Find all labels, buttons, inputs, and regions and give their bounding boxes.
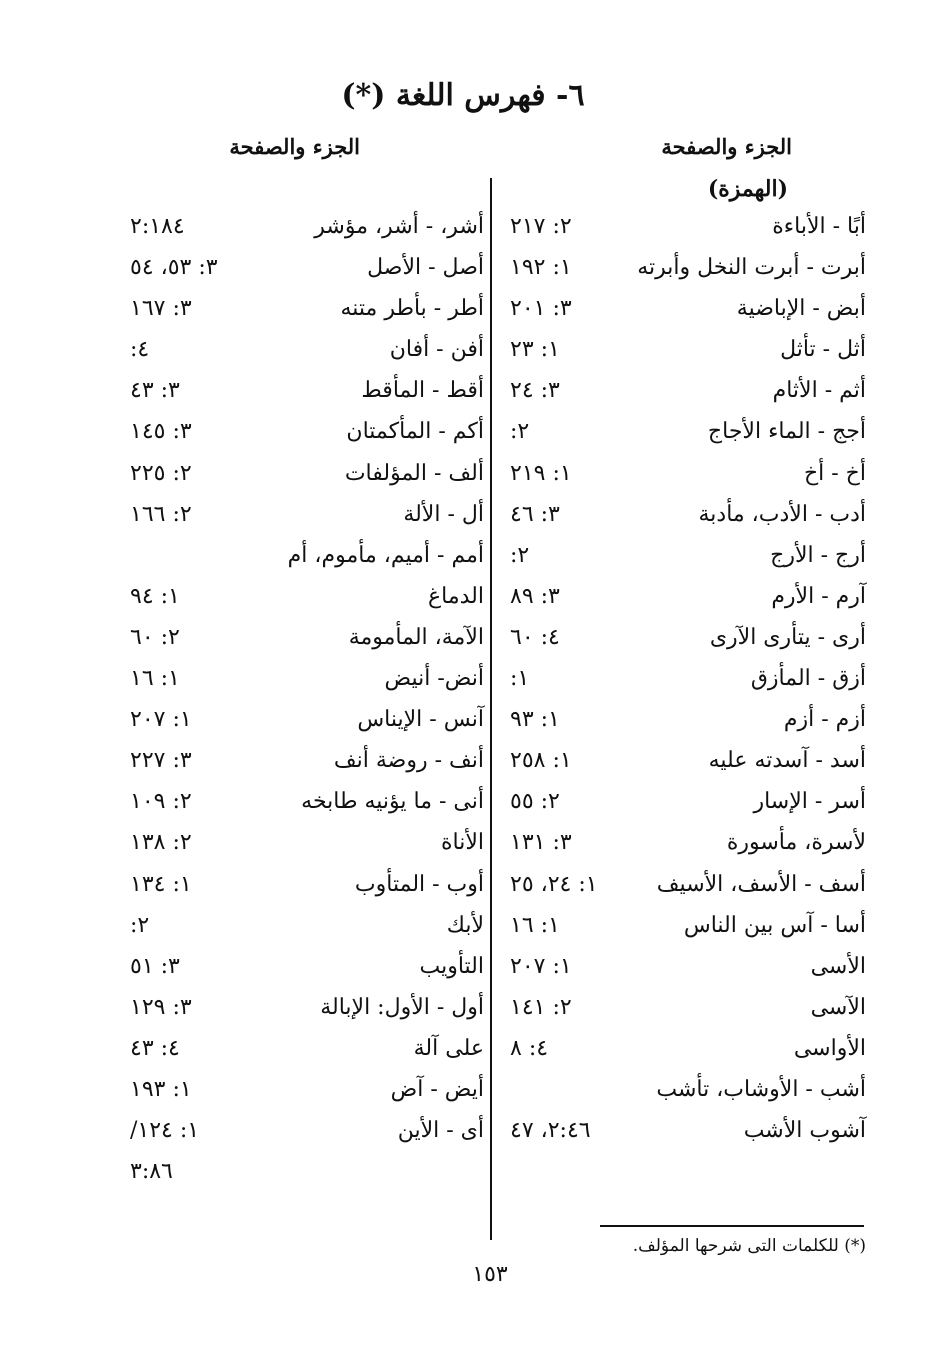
entry-word: أزم - أزم — [783, 707, 866, 733]
entry-reference: ١: ١٣٤ — [130, 871, 192, 897]
entry-word: أمم - أميم، مأموم، أم — [287, 542, 484, 568]
entry-reference: ١: ٢٥٨ — [510, 748, 572, 774]
entry-reference: ٤: ٤٣ — [130, 1035, 180, 1061]
index-entry — [100, 584, 490, 625]
right-column-header: الجزء والصفحة — [661, 134, 792, 159]
entry-reference: ٢: ٥٥ — [510, 789, 560, 815]
index-entry — [500, 419, 870, 460]
entry-reference: ١: ١٩٢ — [510, 255, 572, 281]
entry-reference: ٣: ١٤٥ — [130, 419, 192, 445]
index-entry — [500, 1118, 870, 1159]
section-label: (الهمزة) — [707, 176, 788, 202]
entry-word: آرم - الأرم — [771, 583, 866, 609]
entry-reference: ١: ١٦ — [130, 666, 180, 692]
index-entry — [500, 707, 870, 748]
entry-word: أبض - الإباضية — [736, 296, 866, 322]
entry-word: أوب - المتأوب — [354, 871, 484, 897]
index-entry — [100, 1159, 490, 1200]
entry-word: لأبك — [446, 912, 484, 938]
entry-reference: ٣: ٨٩ — [510, 583, 560, 609]
entry-reference: ١: ١٦ — [510, 912, 560, 938]
entry-reference: ٢:٤٦، ٤٧ — [510, 1118, 591, 1144]
entry-word: أقط - المأقط — [361, 378, 484, 404]
index-entry — [500, 378, 870, 419]
entry-word: ألف - المؤلفات — [344, 460, 484, 486]
entry-word: الآسى — [810, 994, 866, 1020]
entry-reference: ٢: ١٣٨ — [130, 830, 192, 856]
index-entry — [100, 1077, 490, 1118]
entry-word: أنض- أنيض — [384, 666, 484, 692]
entry-reference: ٤: ٦٠ — [510, 624, 560, 650]
index-entry — [100, 1118, 490, 1159]
index-entry — [100, 872, 490, 913]
entry-word: أخ - أخ — [803, 460, 866, 486]
entry-word: الأسى — [810, 953, 866, 979]
page-title: ٦- فهرس اللغة (*) — [341, 78, 585, 113]
index-entry — [500, 543, 870, 584]
index-entry — [100, 954, 490, 995]
entry-word: أكم - المأكمتان — [346, 419, 484, 445]
index-entry — [500, 666, 870, 707]
index-entry — [100, 995, 490, 1036]
entry-reference: ٣: ١٣١ — [510, 830, 572, 856]
index-entry — [500, 995, 870, 1036]
index-entry — [100, 789, 490, 830]
entry-word: أطر - بأطر متنه — [340, 296, 484, 322]
entry-word: أثل - تأثل — [780, 337, 866, 363]
index-entry — [100, 502, 490, 543]
entry-word: أفن - أفان — [389, 337, 484, 363]
entry-word: آنس - الإيناس — [357, 707, 484, 733]
entry-reference: ١: ٢٤، ٢٥ — [510, 871, 598, 897]
index-entry — [100, 748, 490, 789]
entry-word: الأناة — [440, 830, 484, 856]
entry-word: أصل - الأصل — [367, 255, 484, 281]
entry-reference: ٣: ٢٤ — [510, 378, 560, 404]
entry-reference: ٢: — [510, 419, 530, 445]
index-entry — [500, 1077, 870, 1118]
index-entry — [500, 748, 870, 789]
index-entry — [100, 419, 490, 460]
entry-reference: ٢: ٢٢٥ — [130, 460, 192, 486]
index-entry — [100, 543, 490, 584]
entry-word: أسف - الأسف، الأسيف — [656, 871, 866, 897]
entry-reference: ١: ٢٣ — [510, 337, 560, 363]
entry-word: على آلة — [413, 1035, 484, 1061]
entry-word: أشر، - أشر، مؤشر — [314, 214, 484, 239]
entry-reference: ٤: ٨ — [510, 1035, 549, 1061]
entry-word: التأويب — [419, 953, 484, 979]
index-entry — [500, 954, 870, 995]
entry-word: لأسرة، مأسورة — [726, 830, 866, 856]
index-entry — [500, 913, 870, 954]
index-entry — [100, 666, 490, 707]
right-index-column — [500, 214, 870, 1159]
entry-word: أول - الأول: الإبالة — [320, 994, 484, 1020]
entry-word: أبرت - أبرت النخل وأبرته — [637, 255, 866, 281]
entry-reference: ٤: — [130, 337, 150, 363]
index-entry — [500, 255, 870, 296]
entry-reference: ١: ٢٠٧ — [130, 707, 192, 733]
entry-word: أجج - الماء الأجاج — [707, 419, 866, 445]
entry-word: أنى - ما يؤنيه طابخه — [301, 789, 484, 815]
entry-reference: ٣: ٢٢٧ — [130, 748, 192, 774]
entry-word: أدب - الأدب، مأدبة — [698, 501, 866, 527]
entry-word: أبًا - الأباءة — [772, 214, 866, 239]
index-entry — [100, 1036, 490, 1077]
entry-word: أسر - الإسار — [753, 789, 866, 815]
index-entry — [100, 913, 490, 954]
page-number: ١٥٣ — [472, 1262, 508, 1287]
entry-reference: ٢: ١٠٩ — [130, 789, 192, 815]
entry-reference: ٢: ٦٠ — [130, 624, 180, 650]
entry-word: أرى - يتأرى الآرى — [709, 624, 866, 650]
index-entry — [100, 378, 490, 419]
index-entry — [100, 337, 490, 378]
index-entry — [500, 461, 870, 502]
entry-word: أيض - آض — [390, 1076, 484, 1102]
entry-word: أرج - الأرج — [770, 542, 866, 568]
entry-reference: ١: ٢١٩ — [510, 460, 572, 486]
footnote: (*) للكلمات التى شرحها المؤلف. — [632, 1236, 866, 1256]
index-entry — [100, 255, 490, 296]
index-entry — [500, 830, 870, 871]
entry-reference: ٢: — [510, 542, 530, 568]
index-entry — [500, 296, 870, 337]
index-entry — [500, 337, 870, 378]
footnote-rule — [600, 1225, 864, 1227]
entry-reference: ١: ١٢٤/ — [130, 1118, 200, 1144]
entry-reference: ١: ٩٣ — [510, 707, 560, 733]
entry-reference: ٢: ٢١٧ — [510, 214, 572, 239]
entry-reference: ٣: ٤٣ — [130, 378, 180, 404]
entry-reference: ٣: ١٢٩ — [130, 994, 192, 1020]
left-index-column — [100, 214, 490, 1200]
entry-reference: ٣: ١٦٧ — [130, 296, 192, 322]
entry-word: أل - الألة — [403, 501, 484, 527]
entry-reference: ٢: — [130, 912, 150, 938]
entry-word: أنف - روضة أنف — [333, 748, 484, 774]
index-entry — [500, 214, 870, 255]
entry-word: الأواسى — [793, 1035, 866, 1061]
index-entry — [500, 789, 870, 830]
entry-word: أى - الأين — [397, 1118, 484, 1144]
entry-word: أزق - المأزق — [750, 666, 866, 692]
entry-word: أسا - آس بين الناس — [683, 912, 866, 938]
entry-word: أثم - الأثام — [772, 378, 866, 404]
index-entry — [100, 214, 490, 255]
entry-reference: ٢: ١٦٦ — [130, 501, 192, 527]
index-entry — [500, 502, 870, 543]
index-entry — [100, 296, 490, 337]
entry-word: أشب - الأوشاب، تأشب — [656, 1076, 866, 1102]
entry-reference: ١: — [510, 666, 530, 692]
index-entry — [100, 830, 490, 871]
index-entry — [500, 872, 870, 913]
entry-word: أسد - آسدته عليه — [708, 748, 866, 774]
entry-reference: ٢: ١٤١ — [510, 994, 572, 1020]
column-divider — [490, 178, 492, 1240]
entry-word: آشوب الأشب — [743, 1118, 866, 1144]
index-entry — [500, 584, 870, 625]
index-entry — [100, 707, 490, 748]
index-entry — [500, 1036, 870, 1077]
entry-reference: ٣: ٥١ — [130, 953, 180, 979]
entry-reference: ٣: ٢٠١ — [510, 296, 572, 322]
entry-word: الدماغ — [428, 583, 484, 609]
entry-reference: ٣: ٥٣، ٥٤ — [130, 255, 218, 281]
entry-reference: ٣: ٤٦ — [510, 501, 560, 527]
entry-reference: ٣:٨٦ — [130, 1159, 173, 1185]
entry-reference: ١: ١٩٣ — [130, 1076, 192, 1102]
entry-reference: ١: ٢٠٧ — [510, 953, 572, 979]
index-entry — [100, 461, 490, 502]
left-column-header: الجزء والصفحة — [229, 134, 360, 159]
entry-reference: ١: ٩٤ — [130, 583, 180, 609]
index-entry — [500, 625, 870, 666]
entry-reference: ٢:١٨٤ — [130, 214, 185, 239]
index-entry — [100, 625, 490, 666]
entry-word: الآمة، المأمومة — [348, 624, 484, 650]
